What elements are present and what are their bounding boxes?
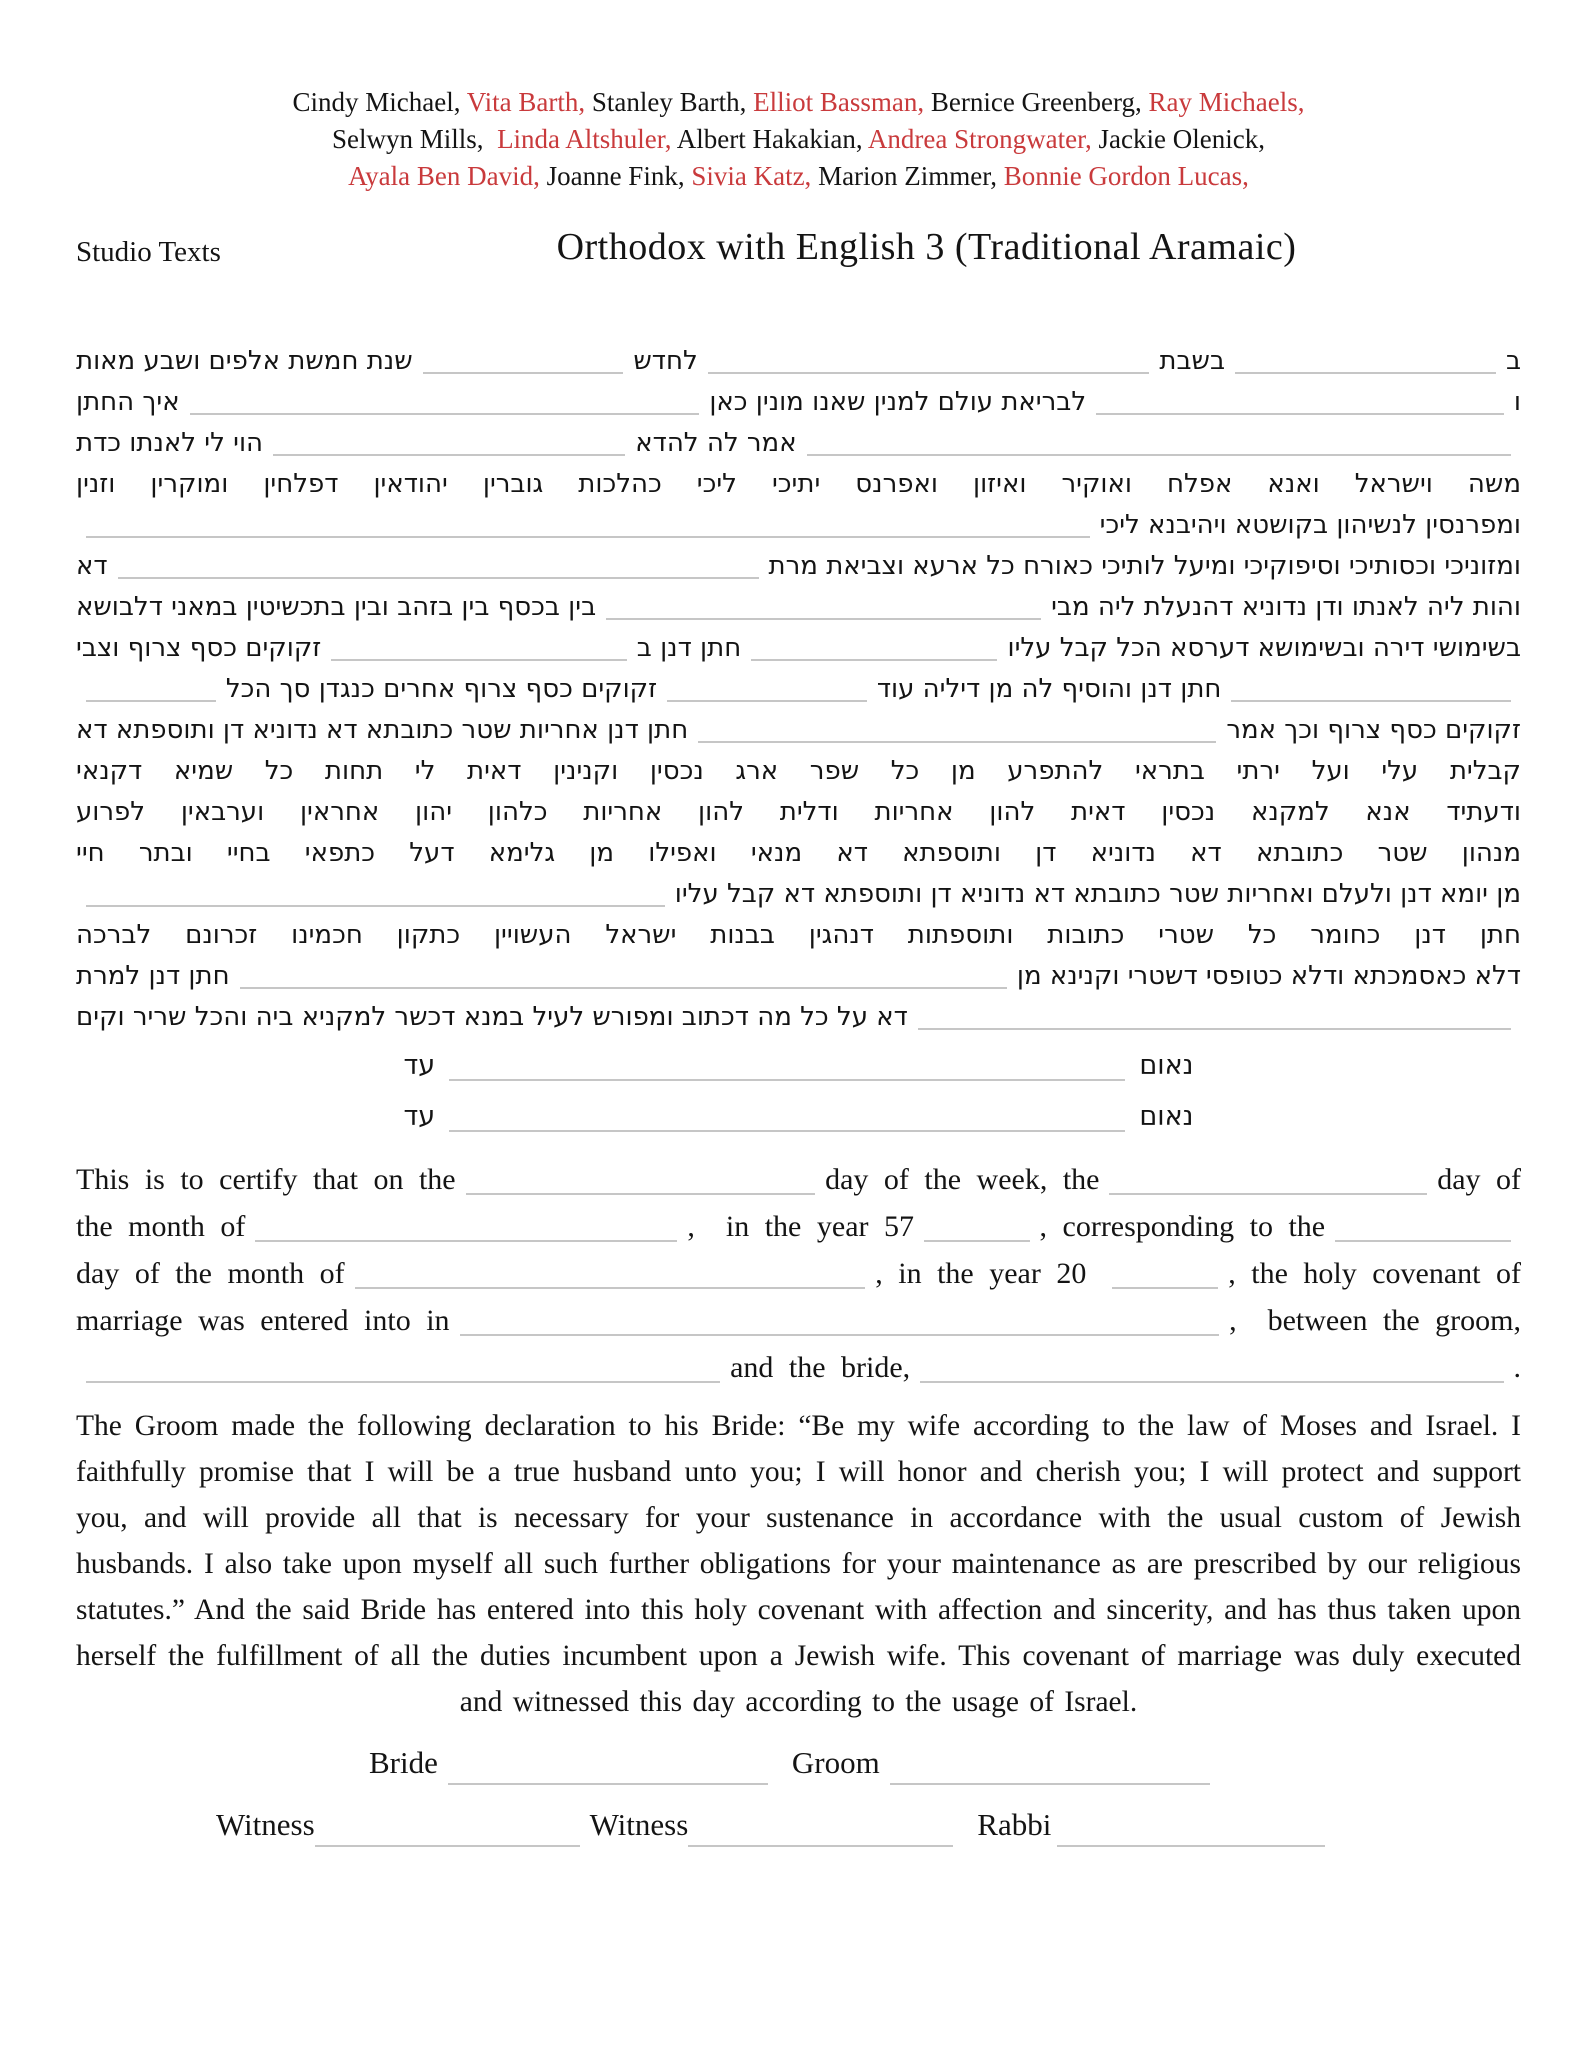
text-segment: , corresponding to the [1039,1210,1326,1243]
text-line [76,751,1521,792]
signature-blank-line [449,1130,1125,1132]
rabbi-signature-line [1057,1813,1325,1847]
text-segment: זקוקים כסף צרוף וכך אמר [1226,715,1521,745]
text-segment: ב [1505,346,1521,376]
witness2-label: Witness [589,1807,689,1842]
bride-label: Bride [369,1745,438,1780]
text-segment: חתן דנן למרת [76,961,230,991]
artist-name: Marion Zimmer, [818,161,1004,191]
groom-declaration-paragraph: The Groom made the following declaration to his Bride: “Be my wife according to the law of Moses and Israel. I faithfully promise that I will be a true husband unto you; I will honor and cherish you; I will protect and support you, and will provide all that is necessary for your sustenance in accordance with the usual custom of Jewish husbands. I also take upon myself all such further obligations for your maintenance as are prescribed by our religious statutes.” And the said Bride has entered into this holy covenant with affection and sincerity, and has thus taken upon herself the fulfillment of all the duties incumbent upon a Jewish wife. This covenant of marriage was duly executed and witnessed this day according to the usage of Israel. [76,1410,1521,1718]
text-segment: ומפרנסין לנשיהון בקושטא ויהיבנא ליכי [1099,510,1521,540]
witness1-signature-line [315,1813,580,1847]
blank-fill-line [920,1381,1503,1383]
text-segment: הוי לי לאנתו כדת [76,428,264,458]
signature-blank-line [449,1079,1125,1081]
text-line [76,874,1521,915]
text-segment: אמר לה להדא [635,428,797,458]
text-segment: marriage was entered into in [76,1304,450,1337]
text-line [76,546,1521,587]
witness1-label: Witness [216,1807,315,1842]
blank-fill-line [355,1287,866,1289]
text-line [76,382,1521,423]
blank-fill-line [924,1240,1030,1242]
blank-fill-line [918,1028,1511,1030]
text-segment: לבריאת עולם למנין שאנו מונין כאן [709,387,1087,417]
blank-fill-line [751,659,997,661]
text-segment: דא על כל מה דכתוב ומפורש לעיל במנא דכשר למקניא ביה והכל שריר וקים [76,1002,908,1032]
text-segment: , in the year 20 [875,1257,1102,1290]
blank-fill-line [86,700,216,702]
witness2-signature-line [688,1813,953,1847]
bride-groom-signature-row [76,1741,1521,1785]
blank-fill-line [86,536,1090,538]
blank-fill-line [606,618,1041,620]
text-segment: day of the month of [76,1257,345,1290]
text-segment: חתן דנן ב [636,633,742,663]
witness-rabbi-signature-row [76,1803,1521,1847]
text-segment: ודעתיד אנא למקנא נכסין דאית להון אחריות ודלית להון אחריות כלהון יהון אחראין וערבאין לפרוע [76,797,1521,827]
english-certify-block [76,1156,1521,1391]
text-line [76,628,1521,669]
artist-name: Vita Barth, [466,87,592,117]
artist-name: Elliot Bassman, [753,87,931,117]
blank-fill-line [118,577,759,579]
page-title: Orthodox with English 3 (Traditional Aramaic) [556,226,1297,268]
artist-name: Linda Altshuler, [497,124,677,154]
text-segment: משה וישראל ואנא אפלח ואוקיר ואיזון ואפרנס יתיכי ליכי כהלכות גוברין יהודאין דפלחין ומוקרין וזנין [76,469,1521,499]
text-segment: , the holy covenant of [1228,1257,1521,1290]
blank-fill-line [807,454,1511,456]
blank-fill-line [423,372,624,374]
artist-name: Sivia Katz, [691,161,819,191]
artist-names-line [76,121,1521,158]
text-segment: , in the year 57 [687,1210,914,1243]
artist-name: Stanley Barth, [591,87,754,117]
blank-fill-line [667,700,867,702]
artist-name: Albert Hakakian, [676,124,868,154]
text-segment: חתן דנן כחומר כל שטרי כתובות ותוספתות דנהגין בבנות ישראל העשויין כתקון חכמינו זכרונם לברכה [76,920,1521,950]
artist-name: Selwyn Mills, [332,124,498,154]
text-line [76,833,1521,874]
blank-fill-line [1235,372,1496,374]
blank-fill-line [466,1193,815,1195]
artist-names-line [76,84,1521,121]
artist-name: Bonnie Gordon Lucas, [1003,161,1249,191]
text-line [76,1297,1521,1344]
artist-names-line [76,158,1521,195]
blank-fill-line [1335,1240,1511,1242]
text-segment: חתן דנן אחריות שטר כתובתא דא נדוניא דן ותוספתא דא [76,715,689,745]
text-segment: זקוקים כסף צרוף וצבי [76,633,322,663]
text-line [76,464,1521,505]
rabbi-label: Rabbi [977,1807,1052,1842]
artist-name: Andrea Strongwater, [867,124,1099,154]
text-segment: זקוקים כסף צרוף אחרים כנגדן סך הכל [225,674,658,704]
blank-fill-line [1096,413,1504,415]
text-segment: איך החתן [76,387,180,417]
text-segment: דא [76,551,108,581]
groom-signature-line [890,1751,1210,1785]
artist-name: Joanne Fink, [546,161,692,191]
text-line [76,587,1521,628]
blank-fill-line [86,905,665,907]
text-line [76,1203,1521,1250]
text-line [76,341,1521,382]
text-segment: בין בכסף בין בזהב ובין בתכשיטין במאני דלבושא [76,592,597,622]
artist-name: Ayala Ben David, [348,161,547,191]
text-segment: דלא כאסמכתא ודלא כטופסי דשטרי וקנינא מן [1016,961,1521,991]
text-segment: חתן דנן והוסיף לה מן דיליה עוד [876,674,1222,704]
text-segment: קבלית עלי ועל ירתי בתראי להתפרע מן כל שפר ארג נכסין וקנינין דאית לי תחות כל שמיא דקנאי [76,756,1521,786]
text-segment: the month of [76,1210,246,1243]
blank-fill-line [1109,1193,1427,1195]
text-line [76,669,1521,710]
blank-fill-line [1231,700,1511,702]
text-line [76,915,1521,956]
artist-name: Bernice Greenberg, [930,87,1149,117]
text-segment: day of [1437,1163,1521,1196]
text-line [76,1344,1521,1391]
blank-fill-line [273,454,625,456]
artist-name: Jackie Olenick, [1098,124,1265,154]
aramaic-text-block [76,341,1521,1140]
text-line [76,997,1521,1038]
text-segment: . [1513,1351,1521,1384]
title-row [76,225,1521,269]
text-segment: This is to certify that on the [76,1163,456,1196]
text-line [76,1250,1521,1297]
studio-texts-label: Studio Texts [76,236,221,268]
blank-fill-line [1112,1287,1218,1289]
text-segment: ו [1513,387,1521,417]
text-segment: and the bride, [730,1351,911,1384]
attestation-line [404,1094,1194,1140]
text-segment: בשימושי דירה ובשימושא דערסא הכל קבל עליו [1007,633,1521,663]
text-segment: ומזוניכי וכסותיכי וסיפוקיכי ומיעל לותיכי כאורח כל ארעא וצביאת מרת [768,551,1521,581]
artist-name: Ray Michaels, [1148,87,1305,117]
text-segment: , between the groom, [1229,1304,1521,1337]
artist-name: Cindy Michael, [292,87,467,117]
text-line [76,423,1521,464]
text-segment: בשבת [1159,346,1225,376]
groom-label: Groom [791,1745,880,1780]
text-segment: מן יומא דנן ולעלם ואחריות שטר כתובתא דא נדוניא דן ותוספתא דא קבל עליו [674,879,1521,909]
blank-fill-line [86,1381,720,1383]
blank-fill-line [190,413,700,415]
witness-ed-label: עד [403,1050,436,1081]
text-segment: מנהון שטר כתובתא דא נדוניא דן ותוספתא דא מנאי ואפילו מן גלימא דעל כתפאי בחיי ובתר חיי [76,838,1521,868]
blank-fill-line [240,987,1007,989]
text-line [76,1156,1521,1203]
witness-ed-label: עד [403,1101,436,1132]
text-segment: שנת חמשת אלפים ושבע מאות [76,346,413,376]
text-line [76,505,1521,546]
attestation-line [404,1043,1194,1089]
text-segment: והות ליה לאנתו ודן נדוניא דהנעלת ליה מבי [1051,592,1521,622]
blank-fill-line [708,372,1150,374]
text-line [76,792,1521,833]
text-segment: day of the week, the [825,1163,1100,1196]
text-line [76,710,1521,751]
bride-signature-line [448,1751,768,1785]
naum-label: נאום [1139,1050,1194,1081]
artist-names-header [76,84,1521,195]
blank-fill-line [331,659,627,661]
text-segment: לחדש [633,346,698,376]
text-line [76,956,1521,997]
blank-fill-line [460,1334,1220,1336]
blank-fill-line [255,1240,677,1242]
naum-label: נאום [1139,1101,1194,1132]
blank-fill-line [698,741,1216,743]
